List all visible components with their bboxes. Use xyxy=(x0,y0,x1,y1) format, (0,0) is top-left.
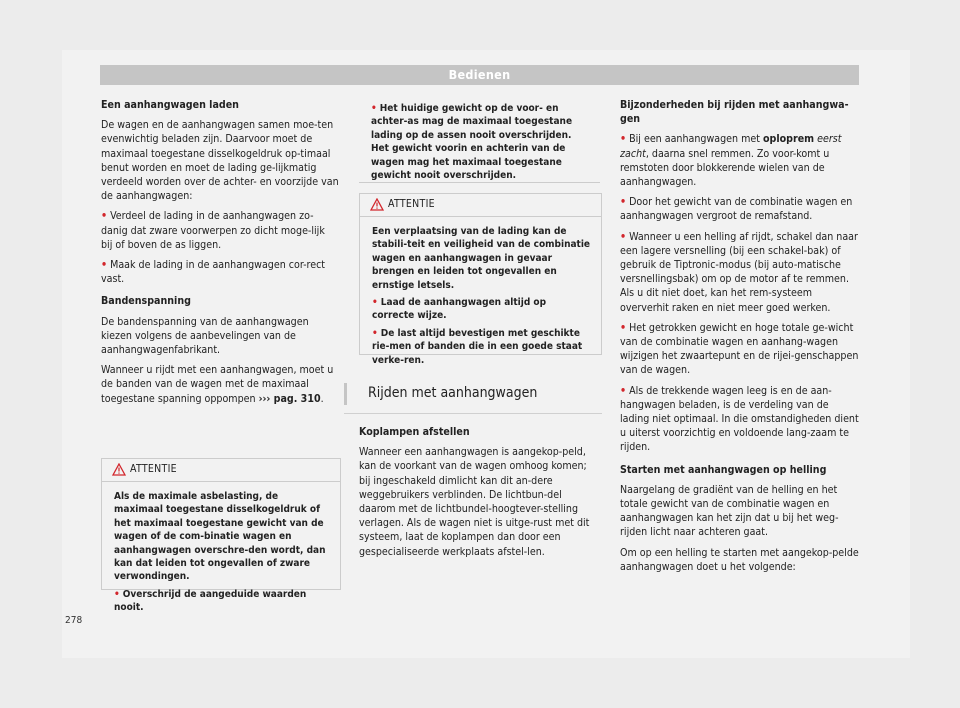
list-item: • Laad de aanhangwagen altijd op correcte wijze. xyxy=(372,297,547,322)
column-left xyxy=(101,98,339,412)
heading-driving-specifics: Bijzonderheden bij rijden met aanhangwa-gen xyxy=(620,99,849,126)
paragraph-tire-pressure: De bandenspanning van de aanhangwagen kiezen volgens de aanbevelingen van de aanhangwagenfabrikant. xyxy=(101,315,309,357)
column-middle xyxy=(359,425,601,565)
warning-text: Een verplaatsing van de lading kan de stabili-teit en veiligheid van de combinatie wagen en aanhangwagen in gevaar brengen en leiden tot ongevallen en ernstige letsels. xyxy=(372,226,591,291)
bullet-icon: • xyxy=(620,384,627,397)
paragraph-hill-start-steps: Om op een helling te starten met aangekop-pelde aanhangwagen doet u het volgende: xyxy=(620,546,859,573)
section-title-bar xyxy=(344,383,347,405)
page-number: 278 xyxy=(65,615,83,626)
list-item: • De last altijd bevestigen met geschikte rie-men of banden die in een goede staat verke-ren. xyxy=(372,327,583,366)
list-item: • Het huidige gewicht op de voor- en achter-as mag de maximaal toegestane lading op de assen nooit overschrijden. Het gewicht voorin en achterin van de wagen mag het maximaal toegestane gewicht nooit overschrijden. xyxy=(371,103,573,182)
warning-text: Als de maximale asbelasting, de maximaal toegestane disselkogeldruk of het maximaal toegestane gewicht van de wagen of de com-binatie wagen en aanhangwagen overschre-den wordt, dan kan dat leiden tot ongevallen of zware verwondingen. xyxy=(114,491,326,583)
section-title xyxy=(344,375,602,415)
warning-body xyxy=(360,217,601,379)
section-title-divider xyxy=(344,413,602,414)
heading-hill-start: Starten met aanhangwagen op helling xyxy=(620,463,827,476)
list-item: • Als de trekkende wagen leeg is en de aan-hangwagen beladen, is de verdeling van de lading niet optimaal. In die omstandigheden dient u uiterst voorzichtig en voldoende lang-zaam te rijden. xyxy=(620,384,859,454)
bullet-icon: • xyxy=(101,259,108,272)
heading-tire-pressure: Bandenspanning xyxy=(101,295,191,308)
warning-body xyxy=(359,96,600,194)
warning-box-continued xyxy=(359,96,600,183)
page-reference-link[interactable]: ››› pag. 310 xyxy=(258,392,321,405)
bullet-icon: • xyxy=(620,133,627,146)
paragraph-loading: De wagen en de aanhangwagen samen moe-ten evenwichtig beladen zijn. Daarvoor moet de maximaal toegestane disselkogeldruk op-timaal benut worden en moet de lading ge-lijkmatig verdeeld worden over de achter- en voorzijde van de aanhangwagen: xyxy=(101,119,339,203)
list-item: • Bij een aanhangwagen met oploprem eerst zacht, daarna snel remmen. Zo voor-komt u remstoten door blokkerende wielen van de aanhangwagen. xyxy=(620,133,842,189)
bullet-icon: • xyxy=(101,210,108,223)
warning-title: ATTENTIE xyxy=(130,463,177,475)
list-item: • Door het gewicht van de combinatie wagen en aanhangwagen vergroot de remafstand. xyxy=(620,196,853,223)
bullet-icon: • xyxy=(620,321,627,334)
paragraph-headlights: Wanneer een aanhangwagen is aangekop-peld, kan de voorkant van de wagen omhoog komen; bij ingeschakeld dimlicht kan dit an-dere weggebruikers verblinden. De lichtbun-del daarom met de lichtbundel-hoogtever-stelling verlagen. Als de wagen niet is uitge-rust met dit systeem, laat de koplampen dan door een gespecialiseerde werkplaats afstel-len. xyxy=(359,446,590,558)
heading-headlights: Koplampen afstellen xyxy=(359,426,470,438)
list-item: • Wanneer u een helling af rijdt, schakel dan naar een lagere versnelling (bij een schakel-bak) of gebruik de Tiptronic-modus (bij auto-matische versnellingsbak) om op de motor af te remmen. Als u dit niet doet, kan het rem-systeem oververhit raken en niet meer goed werken. xyxy=(620,230,858,314)
bullet-icon: • xyxy=(114,588,120,600)
warning-header xyxy=(102,459,340,482)
list-item: • Maak de lading in de aanhangwagen cor-rect vast. xyxy=(101,259,326,286)
bullet-icon: • xyxy=(620,196,627,209)
bullet-icon: • xyxy=(371,103,377,114)
section-title-text: Rijden met aanhangwagen xyxy=(368,385,538,401)
list-item: • Het getrokken gewicht en hoge totale ge-wicht van de combinatie wagen en aanhang-wagen wijzigen het zwaartepunt en de rijei-genschappen van de wagen. xyxy=(620,321,859,377)
warning-triangle-icon xyxy=(370,198,384,211)
warning-body xyxy=(102,482,340,627)
bullet-icon: • xyxy=(372,327,378,339)
page-header: Bedienen xyxy=(100,65,859,85)
bullet-icon: • xyxy=(372,297,378,309)
warning-header xyxy=(360,194,601,217)
column-right xyxy=(620,98,860,580)
warning-box xyxy=(359,193,602,366)
paragraph-tire-pressure-ref: Wanneer u rijdt met een aanhangwagen, moet u de banden van de wagen met de maximaal toegestane spanning oppompen ››› pag. 310. xyxy=(101,364,334,405)
list-item: • Overschrijd de aangeduide waarden nooit. xyxy=(114,588,307,614)
warning-box xyxy=(101,458,341,614)
list-item: • Verdeel de lading in de aanhangwagen zo-danig dat zware voorwerpen zo dicht moge-lijk bij of boven de as liggen. xyxy=(101,210,325,251)
warning-triangle-icon xyxy=(112,463,126,476)
warning-title: ATTENTIE xyxy=(388,198,435,210)
bullet-icon: • xyxy=(620,230,627,243)
heading-loading: Een aanhangwagen laden xyxy=(101,99,239,111)
paragraph-hill-start: Naargelang de gradiënt van de helling en het totale gewicht van de combinatie wagen en aanhangwagen kan het zijn dat u bij het weg-rijden licht naar achteren gaat. xyxy=(620,483,839,539)
